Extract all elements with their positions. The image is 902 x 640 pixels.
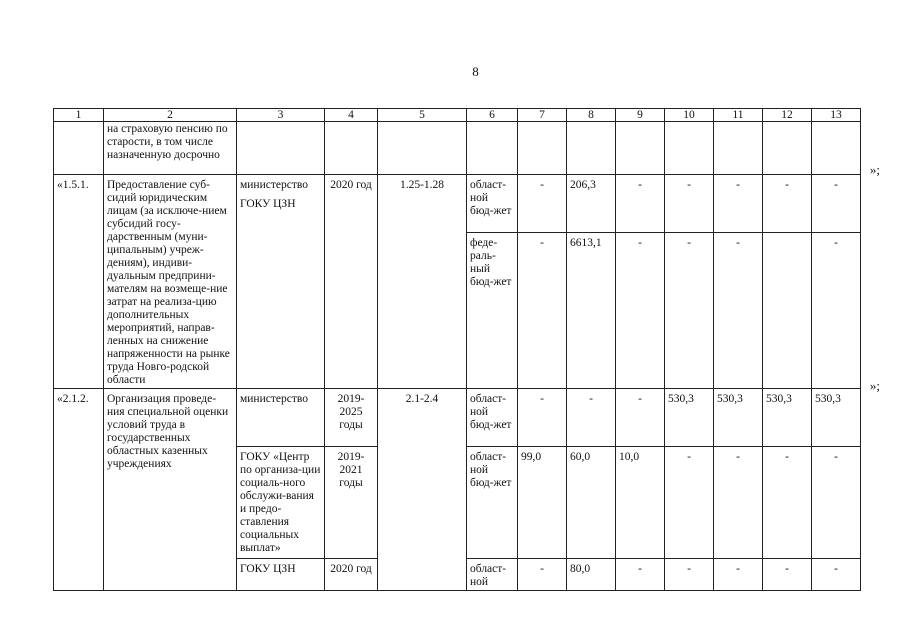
funding-source: област-ной бюд-жет [467, 389, 518, 447]
program-table [53, 108, 861, 591]
value-cell: 6613,1 [567, 233, 616, 389]
header-col-8: 8 [567, 109, 616, 122]
value-cell: - [518, 175, 567, 233]
header-col-4: 4 [325, 109, 378, 122]
value-cell [763, 233, 812, 389]
value-cell: 530,3 [714, 389, 763, 447]
value-cell: - [714, 447, 763, 559]
executor-cell [237, 175, 325, 389]
activity-number: «2.1.2. [54, 389, 104, 591]
closing-quote-mark: »; [869, 162, 880, 177]
value-cell: - [616, 559, 665, 591]
value-cell: 10,0 [616, 447, 665, 559]
executor-cell: министерство [237, 389, 325, 447]
header-col-7: 7 [518, 109, 567, 122]
value-cell: 99,0 [518, 447, 567, 559]
funding-source: феде-раль-ный бюд-жет [467, 233, 518, 389]
header-col-2: 2 [104, 109, 237, 122]
value-cell: - [763, 175, 812, 233]
value-cell: - [812, 447, 861, 559]
value-cell: 530,3 [665, 389, 714, 447]
value-cell: - [812, 233, 861, 389]
value-cell: 60,0 [567, 447, 616, 559]
value-cell: - [714, 233, 763, 389]
value-cell: - [616, 233, 665, 389]
value-cell: - [616, 175, 665, 233]
closing-quote-mark: »; [869, 378, 880, 393]
indicators-cell: 1.25-1.28 [378, 175, 467, 389]
executor-ministry: министерство [240, 179, 308, 191]
header-col-9: 9 [616, 109, 665, 122]
value-cell: - [518, 389, 567, 447]
value-cell: - [812, 175, 861, 233]
activity-name: Предоставление суб-сидий юридическим лицам (за исключе-нием субсидий госу-дарственным (муни-ципальным) учреж-дениям), индиви-дуальным предприни-мателям на возмеще-ние затрат на реализа-цию дополнительных мероприятий, направ-ленных на снижение напряженности на рынке труда Новго-родской области [104, 175, 237, 389]
table-row [54, 175, 861, 233]
value-cell: 530,3 [812, 389, 861, 447]
page-number: 8 [472, 64, 479, 79]
funding-source: област-ной бюд-жет [467, 175, 518, 233]
executor-goku-czn: ГОКУ ЦЗН [240, 198, 296, 210]
value-cell: 206,3 [567, 175, 616, 233]
value-cell: - [665, 559, 714, 591]
funding-source: област-ной бюд-жет [467, 447, 518, 559]
value-cell: 530,3 [763, 389, 812, 447]
header-col-13: 13 [812, 109, 861, 122]
value-cell: - [665, 447, 714, 559]
executor-cell: ГОКУ «Центр по организа-ции социаль-ного обслужи-вания и предо-ставления социальных выплат» [237, 447, 325, 559]
period-cell: 2020 год [325, 559, 378, 591]
value-cell: - [714, 175, 763, 233]
funding-source: област-ной [467, 559, 518, 591]
table-header-row [54, 109, 861, 122]
table-row [54, 389, 861, 447]
header-col-3: 3 [237, 109, 325, 122]
header-col-12: 12 [763, 109, 812, 122]
period-cell: 2019-2021 годы [325, 447, 378, 559]
value-cell: - [567, 389, 616, 447]
activity-name: Организация проведе-ния специальной оценки условий труда в государственных областных казенных учреждениях [104, 389, 237, 591]
value-cell: - [518, 559, 567, 591]
value-cell: - [665, 233, 714, 389]
header-col-5: 5 [378, 109, 467, 122]
value-cell: 80,0 [567, 559, 616, 591]
value-cell: - [763, 559, 812, 591]
value-cell: - [518, 233, 567, 389]
activity-name-continued: на страховую пенсию по старости, в том числе назначенную досрочно [104, 122, 237, 175]
value-cell: - [763, 447, 812, 559]
activity-number: «1.5.1. [54, 175, 104, 389]
value-cell: - [812, 559, 861, 591]
period-cell: 2019-2025 годы [325, 389, 378, 447]
header-col-10: 10 [665, 109, 714, 122]
executor-cell: ГОКУ ЦЗН [237, 559, 325, 591]
value-cell: - [714, 559, 763, 591]
value-cell: - [616, 389, 665, 447]
value-cell: - [665, 175, 714, 233]
header-col-6: 6 [467, 109, 518, 122]
period-cell: 2020 год [325, 175, 378, 389]
table-row [54, 122, 861, 175]
indicators-cell: 2.1-2.4 [378, 389, 467, 591]
header-col-11: 11 [714, 109, 763, 122]
header-col-1: 1 [54, 109, 104, 122]
